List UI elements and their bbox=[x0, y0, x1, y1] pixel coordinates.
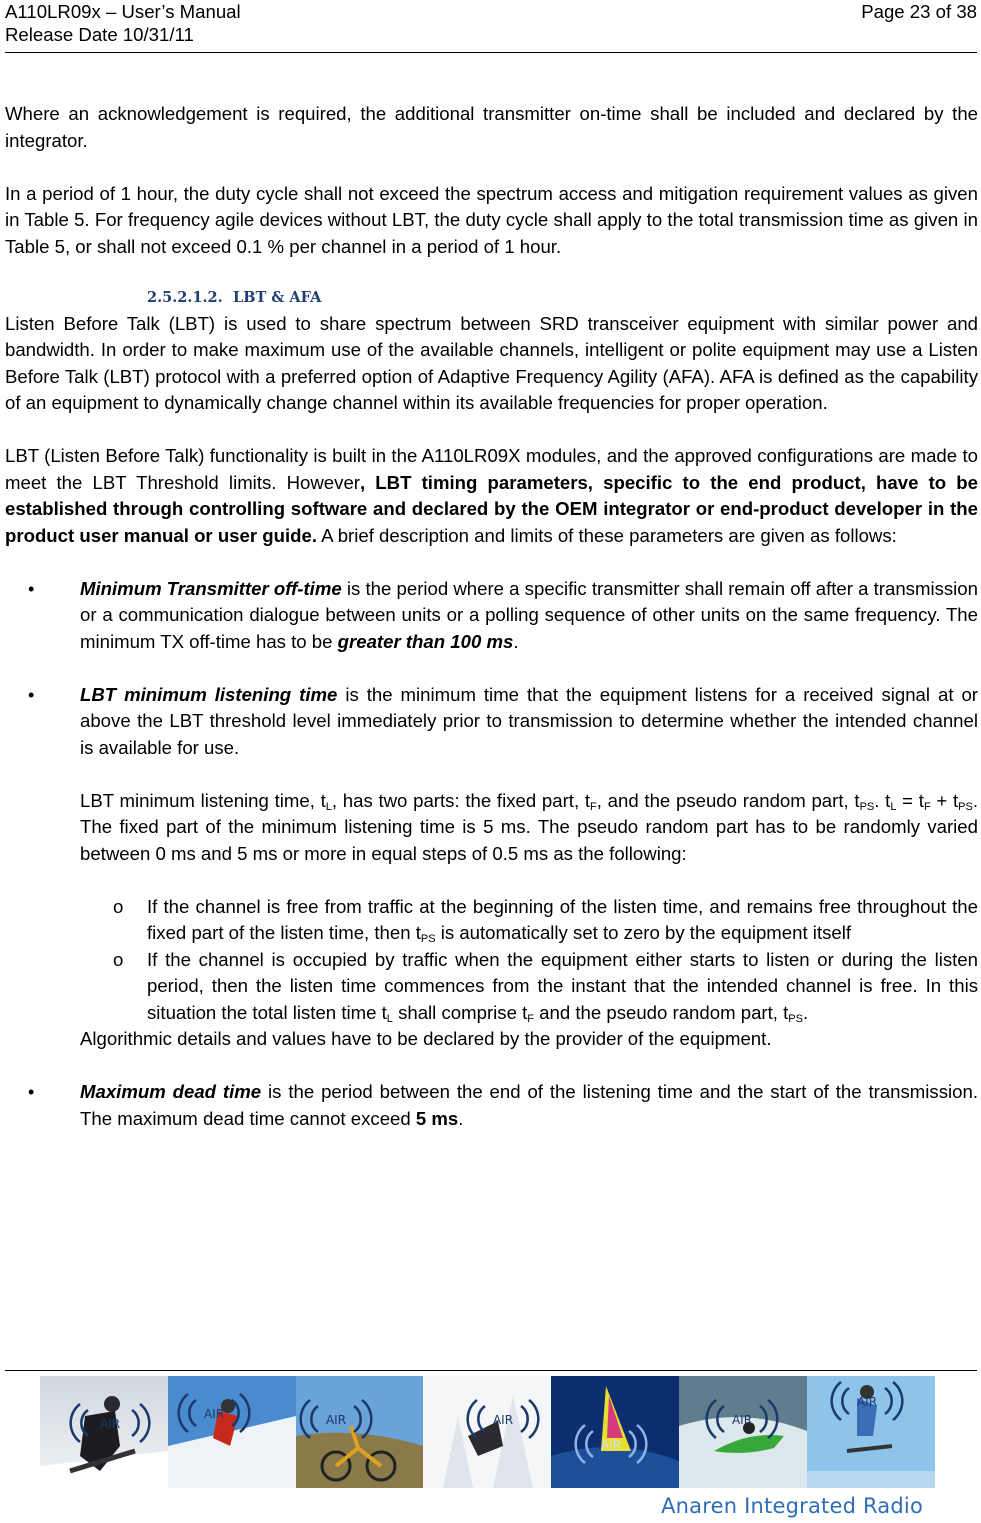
section-title: LBT & AFA bbox=[233, 288, 322, 306]
tx-off-time-limit: greater than 100 ms bbox=[337, 630, 514, 652]
banner-tile-windsurf bbox=[551, 1376, 679, 1488]
lbt-func-text: LBT (Listen Before Talk) functionality is built in the A110LR09X modules, and the approved configurations are made to meet the LBT Threshold limits. However bbox=[5, 445, 978, 493]
dead-time-term: Maximum dead time bbox=[80, 1081, 262, 1102]
list-item-channel-free: o If the channel is free from traffic at the beginning of the listen time, and remains free throughout the fixed part of the listen time, then $t_{PS}$ is automatically set to zero by the equipment itself bbox=[113, 895, 978, 945]
list-item-channel-occupied: o If the channel is occupied by traffic when the equipment either starts to listen or during the listen period, then the listen time commences from the instant that the intended channel is free. In this situation the total listen time $t_L$ shall comprise $t_F$ and the pseudo random part, $t_{PS}$. bbox=[113, 948, 978, 1025]
tx-off-time-term: Minimum Transmitter off-time bbox=[80, 577, 342, 599]
bullet-icon: • bbox=[28, 684, 35, 705]
brand-logo: Anaren Integrated Radio bbox=[661, 1494, 923, 1518]
dead-time-text: Maximum dead time is the period between the end of the listening time and the start of the transmission. The maximum dead time cannot exceed 5 ms. bbox=[80, 1081, 978, 1129]
lbt-func-bold: , LBT timing parameters, specific to the end product, have to be established through controlling software and declared by the OEM integrator or end-product developer in the product user manual or user guide. bbox=[5, 471, 978, 546]
paragraph-duty-cycle: In a period of 1 hour, the duty cycle shall not exceed the spectrum access and mitigation requirement values as given in Table 5. For frequency agile devices without LBT, the duty cycle shall apply to the total transmission time as given in Table 5, or shall not exceed 0.1 % per channel in a period of 1 hour. bbox=[5, 182, 978, 257]
bullet-icon: • bbox=[28, 1082, 35, 1102]
banner-tile-kayak bbox=[679, 1376, 807, 1488]
bullet-icon: • bbox=[28, 578, 35, 599]
section-heading bbox=[5, 285, 978, 311]
banner-tile-trees bbox=[423, 1376, 551, 1488]
banner-tile-ski bbox=[168, 1376, 296, 1488]
listening-time-text: LBT minimum listening time is the minimum time that the equipment listens for a received signal at or above the LBT threshold level immediately prior to transmission to determine whether the intended channel is available for use. bbox=[80, 683, 978, 758]
section-number: 2.5.2.1.2. bbox=[147, 288, 223, 306]
svg-text:AIR: AIR bbox=[493, 1413, 514, 1427]
banner-tile-bike bbox=[296, 1376, 424, 1488]
dead-time-list bbox=[5, 1079, 978, 1132]
banner-tile-skateboard bbox=[807, 1376, 935, 1488]
footer-banner bbox=[40, 1376, 935, 1488]
dead-time-limit: 5 ms bbox=[415, 1107, 459, 1129]
air-badge: AIR bbox=[99, 1417, 121, 1431]
svg-text:AIR: AIR bbox=[731, 1413, 753, 1427]
svg-text:AIR: AIR bbox=[601, 1438, 622, 1452]
parameter-list bbox=[5, 576, 978, 762]
circle-bullet-icon: o bbox=[113, 895, 124, 917]
banner-tile-snowboard bbox=[40, 1376, 168, 1488]
page-header bbox=[5, 0, 977, 53]
lbt-func-end: A brief description and limits of these parameters are given as follows: bbox=[317, 524, 897, 546]
paragraph-listening-parts: LBT minimum listening time, $t_L$, has two parts: the fixed part, $t_F$, and the pseudo random part, $t_{PS}$. $t_L = t_F + t_{PS}$. The fixed part of the minimum listening time is 5 ms. The pseudo random part has to be randomly varied between 0 ms and 5 ms or more in equal steps of 0.5 ms as the following: bbox=[80, 789, 979, 864]
svg-text:AIR: AIR bbox=[325, 1413, 346, 1427]
svg-text:AIR: AIR bbox=[203, 1407, 224, 1421]
page-body bbox=[5, 101, 978, 1132]
list-item-dead-time bbox=[5, 1079, 978, 1132]
page-number: Page 23 of 38 bbox=[861, 1, 977, 22]
footer-divider bbox=[5, 1370, 977, 1371]
circle-bullet-icon: o bbox=[113, 948, 124, 970]
document-title: A110LR09x – User’s Manual bbox=[5, 1, 241, 22]
list-item-listening-time bbox=[5, 682, 978, 762]
paragraph-algorithmic: Algorithmic details and values have to be declared by the provider of the equipment. bbox=[80, 1028, 772, 1049]
svg-text:AIR: AIR bbox=[856, 1395, 877, 1409]
listening-conditions-list bbox=[5, 894, 978, 1027]
paragraph-acknowledgement: Where an acknowledgement is required, the additional transmitter on-time shall be included and declared by the integrator. bbox=[5, 103, 978, 151]
tx-off-time-text: Minimum Transmitter off-time is the period where a specific transmitter shall remain off after a transmission or a communication dialogue between units or a polling sequence of other units on the same frequency. The minimum TX off-time has to be greater than 100 ms. bbox=[80, 577, 978, 652]
listening-time-term: LBT minimum listening time bbox=[80, 683, 338, 705]
paragraph-lbt-intro: Listen Before Talk (LBT) is used to share spectrum between SRD transceiver equipment with similar power and bandwidth. In order to make maximum use of the available channels, intelligent or polite equipment may use a Listen Before Talk (LBT) protocol with a preferred option of Adaptive Frequency Agility (AFA). AFA is defined as the capability of an equipment to dynamically change channel within its available frequencies for proper operation. bbox=[5, 312, 978, 413]
release-date: Release Date 10/31/11 bbox=[5, 24, 194, 45]
paragraph-lbt-functionality bbox=[5, 443, 978, 549]
list-item-tx-off-time bbox=[5, 576, 978, 656]
